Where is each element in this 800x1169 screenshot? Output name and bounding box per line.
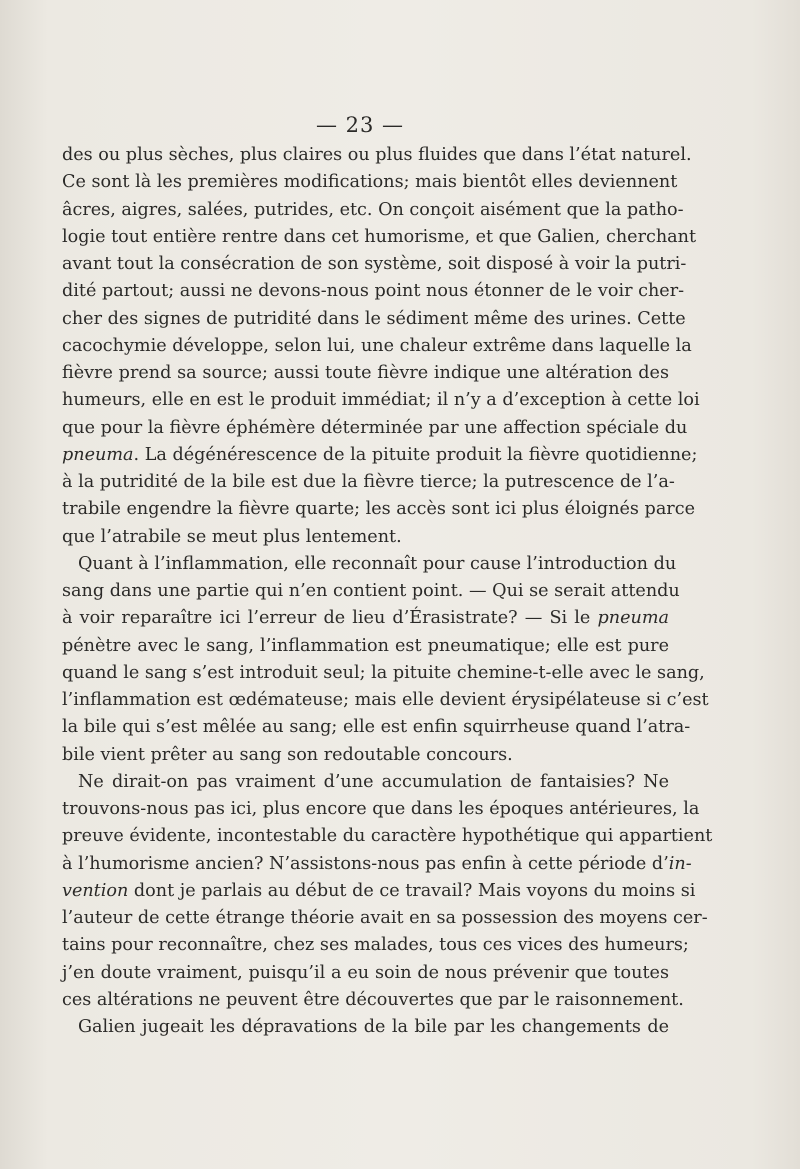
page-number: — 23 — (315, 113, 405, 137)
text-line: que l’atrabile se meut plus lentement. (62, 526, 402, 547)
text-line: Quant à l’inflammation, elle reconnaît pour cause l’introduction du (78, 553, 677, 574)
text-line: tains pour reconnaître, chez ses malades, tous ces vices des humeurs; (62, 935, 689, 956)
text-line: bile vient prêter au sang son redoutable concours. (62, 744, 513, 765)
line-text: . La dégénérescence de la pituite produit la fièvre quotidienne; (133, 444, 698, 465)
text-line: fièvre prend sa source; aussi toute fièvre indique une altération des (62, 363, 669, 383)
text-line: cacochymie développe, selon lui, une chaleur extrême dans laquelle la (62, 335, 692, 356)
text-line: trabile engendre la fièvre quarte; les accès sont ici plus éloignés parce (62, 499, 695, 520)
text-line: âcres, aigres, salées, putrides, etc. On conçoit aisément que la patho- (62, 199, 684, 220)
text-line: ces altérations ne peuvent être découvertes que par le raisonnement. (62, 989, 684, 1010)
text-line (62, 878, 696, 905)
text-line: trouvons-nous pas ici, plus encore que dans les époques antérieures, la (62, 799, 700, 819)
line-text: dont je parlais au début de ce travail? Mais voyons du moins si (128, 880, 696, 901)
text-line: j’en doute vraiment, puisqu’il a eu soin de nous prévenir que toutes (62, 962, 669, 983)
text-line: avant tout la consécration de son système, soit disposé à voir la putri- (62, 254, 687, 274)
text-line: preuve évidente, incontestable du caractère hypothétique qui appartient (62, 826, 713, 847)
text-line: que pour la fièvre éphémère déterminée par une affection spéciale du (62, 417, 688, 438)
text-line: à la putridité de la bile est due la fièvre tierce; la putrescence de l’a- (62, 472, 675, 492)
italic-term: pneuma (597, 608, 669, 629)
text-line: humeurs, elle en est le produit immédiat; il n’y a d’exception à cette loi (62, 390, 700, 411)
italic-term: in- (668, 853, 692, 874)
text-line (62, 605, 669, 632)
text-line: Galien jugeait les dépravations de la bile par les changements de (78, 1017, 669, 1037)
italic-term: pneuma (62, 444, 134, 465)
text-line: pénètre avec le sang, l’inflammation est pneumatique; elle est pure (62, 635, 669, 656)
italic-term: vention (62, 880, 129, 901)
line-text: à voir reparaître ici l’erreur de lieu d’Érasistrate? — Si le (62, 608, 598, 629)
text-line (62, 442, 698, 469)
line-text: à l’humorisme ancien? N’assistons-nous pas enfin à cette période d’ (62, 853, 669, 874)
text-line: l’auteur de cette étrange théorie avait en sa possession des moyens cer- (62, 908, 708, 928)
text-line: cher des signes de putridité dans le sédiment même des urines. Cette (62, 308, 686, 329)
text-line: des ou plus sèches, plus claires ou plus fluides que dans l’état naturel. (62, 145, 692, 165)
text-line: Ne dirait-on pas vraiment d’une accumulation de fantaisies? Ne (78, 771, 669, 792)
text-line: quand le sang s’est introduit seul; la pituite chemine-t-elle avec le sang, (62, 662, 705, 683)
text-line: la bile qui s’est mêlée au sang; elle est enfin squirrheuse quand l’atra- (62, 717, 691, 738)
text-line: l’inflammation est œdémateuse; mais elle devient érysipélateuse si c’est (62, 690, 709, 710)
text-line: logie tout entière rentre dans cet humorisme, et que Galien, cherchant (62, 226, 697, 247)
text-line (62, 851, 692, 878)
body-text (62, 142, 713, 1041)
text-line: dité partout; aussi ne devons-nous point nous étonner de le voir cher- (62, 281, 685, 302)
text-line: sang dans une partie qui n’en contient point. — Qui se serait attendu (62, 581, 680, 601)
text-line: Ce sont là les premières modifications; mais bientôt elles deviennent (62, 172, 678, 193)
